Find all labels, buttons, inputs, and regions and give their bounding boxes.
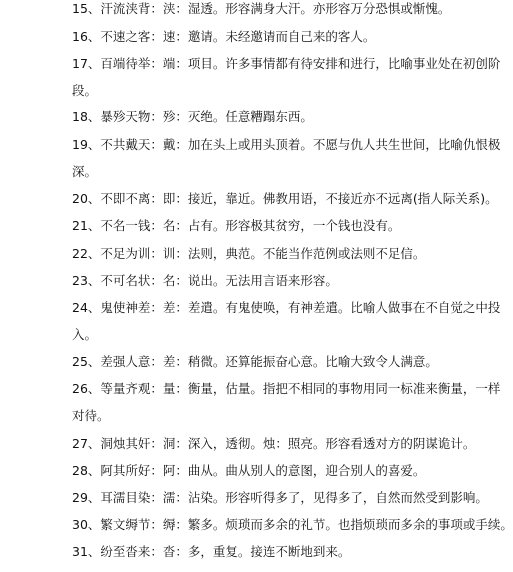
entry-line: 18、暴殄天物：殄：灭绝。任意糟蹋东西。 xyxy=(72,109,313,124)
entry-30 xyxy=(72,511,513,538)
entry-line: 对待。 xyxy=(72,408,110,423)
entry-line: 深。 xyxy=(72,164,98,179)
entry-17 xyxy=(72,50,501,104)
entry-line: 20、不即不离：即：接近，靠近。佛教用语，不接近亦不远离(指人际关系)。 xyxy=(72,191,498,206)
entry-29 xyxy=(72,484,488,511)
entry-23 xyxy=(72,267,468,294)
entry-line: 23、不可名状：名：说出。无法用言语来形容。 xyxy=(72,273,338,288)
entry-line: 段。 xyxy=(72,83,98,98)
entry-line: 28、阿其所好：阿：曲从。曲从别人的意图，迎合别人的喜爱。 xyxy=(72,463,426,478)
entry-line: 16、不速之客：速：邀请。未经邀请而自己来的客人。 xyxy=(72,29,376,44)
entry-line: 17、百端待举：端：项目。许多事情都有待安排和进行，比喻事业处在初创阶 xyxy=(72,56,501,71)
entry-line: 19、不共戴天：戴：加在头上或用头顶着。不愿与仇人共生世间，比喻仇恨极 xyxy=(72,137,501,152)
entry-21 xyxy=(72,212,468,239)
entry-28 xyxy=(72,457,468,484)
entry-line: 30、繁文缛节：缛：繁多。烦琐而多余的礼节。也指烦琐而多余的事项或手续。 xyxy=(72,517,513,532)
entry-25 xyxy=(72,348,468,375)
entry-line: 21、不名一钱：名：占有。形容极其贫穷，一个钱也没有。 xyxy=(72,218,401,233)
entry-line: 29、耳濡目染：濡：沾染。形容听得多了，见得多了，自然而然受到影响。 xyxy=(72,490,488,505)
entry-line: 入。 xyxy=(72,327,98,342)
entry-line: 22、不足为训：训：法则，典范。不能当作范例或法则不足信。 xyxy=(72,246,426,261)
entry-26 xyxy=(72,375,501,429)
entry-20 xyxy=(72,185,498,212)
entry-22 xyxy=(72,240,468,267)
entry-line: 31、纷至沓来：沓：多，重复。接连不断地到来。 xyxy=(72,544,351,559)
entry-19 xyxy=(72,131,501,185)
entry-line: 25、差强人意：差：稍微。还算能振奋心意。比喻大致令人满意。 xyxy=(72,354,438,369)
entry-27 xyxy=(72,430,476,457)
entry-line: 27、洞烛其奸：洞：深入，透彻。烛：照亮。形容看透对方的阴谋诡计。 xyxy=(72,436,476,451)
entry-line: 26、等量齐观：量：衡量，估量。指把不相同的事物用同一标准来衡量，一样 xyxy=(72,381,501,396)
entry-31 xyxy=(72,538,468,565)
entry-16 xyxy=(72,23,468,50)
entry-18 xyxy=(72,103,468,130)
entry-line: 24、鬼使神差：差：差遣。有鬼使唤，有神差遣。比喻人做事在不自觉之中投 xyxy=(72,300,501,315)
entry-24 xyxy=(72,294,501,348)
entry-line: 15、汗流浃背：浃：湿透。形容满身大汗。亦形容万分恐惧或惭愧。 xyxy=(72,1,451,16)
entry-15 xyxy=(72,0,468,22)
